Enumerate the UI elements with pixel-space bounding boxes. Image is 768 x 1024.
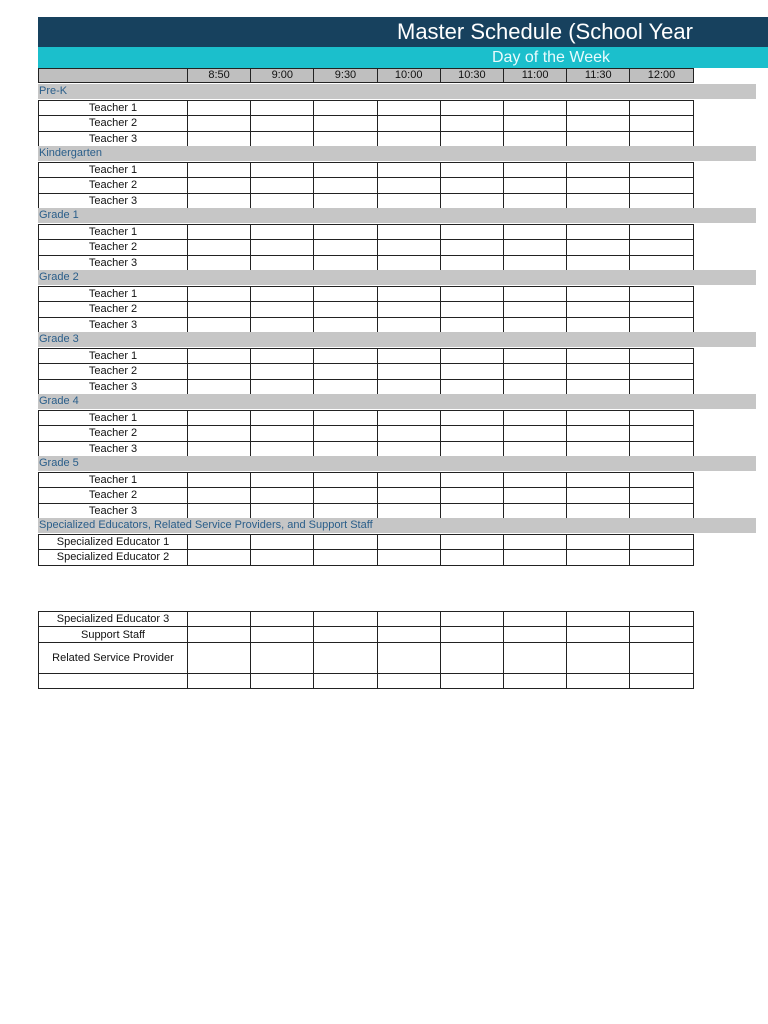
schedule-cell[interactable]	[503, 410, 567, 427]
schedule-cell[interactable]	[313, 317, 377, 334]
row-label-cell[interactable]: Teacher 1	[38, 410, 188, 427]
schedule-cell[interactable]	[566, 626, 630, 643]
schedule-cell[interactable]	[566, 642, 630, 674]
schedule-cell[interactable]	[313, 224, 377, 241]
schedule-cell[interactable]	[629, 131, 693, 148]
schedule-cell[interactable]	[440, 673, 504, 689]
section-label: Grade 5	[39, 457, 79, 469]
schedule-cell[interactable]	[503, 162, 567, 179]
row-label-cell[interactable]: Teacher 1	[38, 286, 188, 303]
schedule-cell[interactable]	[440, 441, 504, 458]
schedule-cell[interactable]	[503, 611, 567, 627]
row-label-cell[interactable]: Teacher 1	[38, 472, 188, 489]
schedule-cell[interactable]	[503, 348, 567, 365]
schedule-cell[interactable]	[377, 410, 441, 427]
time-header-cell: 10:30	[440, 68, 504, 83]
schedule-cell[interactable]	[503, 239, 567, 256]
schedule-cell[interactable]	[250, 472, 314, 489]
schedule-cell[interactable]	[377, 503, 441, 520]
row-label-cell[interactable]: Teacher 3	[38, 255, 188, 272]
schedule-cell[interactable]	[250, 255, 314, 272]
schedule-cell[interactable]	[313, 487, 377, 504]
schedule-cell[interactable]	[566, 611, 630, 627]
schedule-cell[interactable]	[187, 162, 251, 179]
schedule-cell[interactable]	[566, 239, 630, 256]
schedule-cell[interactable]	[313, 379, 377, 396]
schedule-cell[interactable]	[250, 100, 314, 117]
schedule-cell[interactable]	[503, 487, 567, 504]
schedule-cell[interactable]	[250, 239, 314, 256]
schedule-cell[interactable]	[629, 193, 693, 210]
schedule-cell[interactable]	[503, 472, 567, 489]
schedule-cell[interactable]	[503, 255, 567, 272]
section-label: Grade 1	[39, 209, 79, 221]
schedule-cell[interactable]	[250, 363, 314, 380]
schedule-cell[interactable]	[313, 193, 377, 210]
schedule-cell[interactable]	[187, 379, 251, 396]
schedule-cell[interactable]	[440, 286, 504, 303]
schedule-cell[interactable]	[566, 348, 630, 365]
schedule-cell[interactable]	[629, 503, 693, 520]
row-label-cell[interactable]: Teacher 3	[38, 503, 188, 520]
schedule-cell[interactable]	[187, 115, 251, 132]
schedule-cell[interactable]	[313, 131, 377, 148]
row-label-cell[interactable]: Specialized Educator 3	[38, 611, 188, 627]
schedule-cell[interactable]	[187, 472, 251, 489]
schedule-cell[interactable]	[440, 425, 504, 442]
section-header-row	[38, 394, 756, 409]
schedule-cell[interactable]	[566, 162, 630, 179]
schedule-cell[interactable]	[377, 100, 441, 117]
schedule-cell[interactable]	[440, 255, 504, 272]
section-header-row	[38, 208, 756, 223]
schedule-cell[interactable]	[566, 193, 630, 210]
schedule-cell[interactable]	[629, 348, 693, 365]
schedule-cell[interactable]	[503, 224, 567, 241]
schedule-cell[interactable]	[377, 673, 441, 689]
row-label-cell[interactable]: Teacher 1	[38, 100, 188, 117]
schedule-cell[interactable]	[250, 131, 314, 148]
schedule-cell[interactable]	[503, 549, 567, 566]
schedule-cell[interactable]	[629, 224, 693, 241]
schedule-cell[interactable]	[187, 100, 251, 117]
schedule-cell[interactable]	[187, 363, 251, 380]
schedule-cell[interactable]	[440, 503, 504, 520]
schedule-cell[interactable]	[566, 255, 630, 272]
schedule-cell[interactable]	[503, 193, 567, 210]
schedule-cell[interactable]	[503, 286, 567, 303]
day-of-week-label: Day of the Week	[492, 49, 610, 66]
schedule-cell[interactable]	[250, 425, 314, 442]
schedule-cell[interactable]	[566, 410, 630, 427]
schedule-cell[interactable]	[566, 100, 630, 117]
schedule-cell[interactable]	[377, 425, 441, 442]
schedule-cell[interactable]	[377, 626, 441, 643]
schedule-cell[interactable]	[440, 410, 504, 427]
schedule-cell[interactable]	[313, 115, 377, 132]
schedule-cell[interactable]	[503, 301, 567, 318]
schedule-cell[interactable]	[377, 224, 441, 241]
row-label-cell[interactable]: Teacher 2	[38, 301, 188, 318]
schedule-cell[interactable]	[377, 193, 441, 210]
schedule-cell[interactable]	[377, 363, 441, 380]
schedule-cell[interactable]	[313, 177, 377, 194]
schedule-cell[interactable]	[187, 286, 251, 303]
schedule-cell[interactable]	[566, 363, 630, 380]
section-header-row	[38, 518, 756, 533]
time-header-cell: 11:00	[503, 68, 567, 83]
schedule-cell[interactable]	[250, 549, 314, 566]
schedule-cell[interactable]	[250, 611, 314, 627]
schedule-cell[interactable]	[187, 255, 251, 272]
row-label-cell[interactable]: Teacher 3	[38, 193, 188, 210]
schedule-cell[interactable]	[250, 162, 314, 179]
schedule-cell[interactable]	[503, 626, 567, 643]
schedule-cell[interactable]	[503, 534, 567, 551]
schedule-cell[interactable]	[313, 239, 377, 256]
row-label-cell[interactable]: Teacher 3	[38, 441, 188, 458]
section-label: Pre-K	[39, 85, 68, 97]
schedule-cell[interactable]	[187, 534, 251, 551]
time-header-cell: 9:00	[250, 68, 314, 83]
schedule-cell[interactable]	[629, 642, 693, 674]
schedule-cell[interactable]	[250, 410, 314, 427]
schedule-cell[interactable]	[629, 301, 693, 318]
section-label: Grade 4	[39, 395, 79, 407]
schedule-cell[interactable]	[503, 115, 567, 132]
schedule-cell[interactable]	[313, 549, 377, 566]
schedule-cell[interactable]	[503, 673, 567, 689]
section-header-row	[38, 146, 756, 161]
schedule-cell[interactable]	[250, 379, 314, 396]
schedule-cell[interactable]	[250, 642, 314, 674]
schedule-cell[interactable]	[503, 317, 567, 334]
schedule-cell[interactable]	[566, 487, 630, 504]
schedule-cell[interactable]	[440, 363, 504, 380]
schedule-cell[interactable]	[566, 503, 630, 520]
schedule-cell[interactable]	[629, 363, 693, 380]
section-label: Specialized Educators, Related Service Providers, and Support Staff	[39, 519, 373, 531]
schedule-cell[interactable]	[313, 162, 377, 179]
schedule-cell[interactable]	[566, 301, 630, 318]
schedule-cell[interactable]	[566, 131, 630, 148]
schedule-cell[interactable]	[629, 673, 693, 689]
schedule-cell[interactable]	[629, 255, 693, 272]
schedule-cell[interactable]	[503, 177, 567, 194]
schedule-cell[interactable]	[377, 472, 441, 489]
row-label-cell[interactable]: Support Staff	[38, 626, 188, 643]
schedule-cell[interactable]	[187, 487, 251, 504]
schedule-cell[interactable]	[377, 534, 441, 551]
schedule-cell[interactable]	[440, 487, 504, 504]
schedule-cell[interactable]	[187, 317, 251, 334]
row-label-cell[interactable]: Teacher 2	[38, 177, 188, 194]
schedule-cell[interactable]	[250, 534, 314, 551]
schedule-cell[interactable]	[566, 379, 630, 396]
schedule-cell[interactable]	[377, 255, 441, 272]
section-header-row	[38, 332, 756, 347]
schedule-cell[interactable]	[187, 301, 251, 318]
schedule-cell[interactable]	[629, 487, 693, 504]
section-label: Kindergarten	[39, 147, 102, 159]
schedule-cell[interactable]	[629, 549, 693, 566]
schedule-cell[interactable]	[503, 100, 567, 117]
schedule-cell[interactable]	[629, 410, 693, 427]
section-header-row	[38, 270, 756, 285]
schedule-cell[interactable]	[313, 348, 377, 365]
row-label-cell[interactable]: Teacher 3	[38, 317, 188, 334]
schedule-cell[interactable]	[187, 642, 251, 674]
schedule-cell[interactable]	[629, 317, 693, 334]
schedule-cell[interactable]	[629, 379, 693, 396]
schedule-cell[interactable]	[377, 611, 441, 627]
sheet-title: Master Schedule (School Year	[397, 19, 693, 44]
header-blank-cell	[38, 68, 188, 83]
schedule-cell[interactable]	[187, 193, 251, 210]
row-label-cell[interactable]: Teacher 2	[38, 239, 188, 256]
row-label-cell[interactable]: Teacher 2	[38, 425, 188, 442]
schedule-cell[interactable]	[440, 224, 504, 241]
schedule-cell[interactable]	[377, 286, 441, 303]
schedule-cell[interactable]	[440, 193, 504, 210]
schedule-cell[interactable]	[377, 162, 441, 179]
schedule-cell[interactable]	[313, 673, 377, 689]
schedule-cell[interactable]	[250, 177, 314, 194]
schedule-cell[interactable]	[503, 642, 567, 674]
schedule-cell[interactable]	[313, 503, 377, 520]
schedule-cell[interactable]	[187, 425, 251, 442]
schedule-cell[interactable]	[377, 115, 441, 132]
row-label-cell[interactable]: Teacher 1	[38, 224, 188, 241]
schedule-cell[interactable]	[187, 673, 251, 689]
schedule-cell[interactable]	[503, 131, 567, 148]
schedule-cell[interactable]	[250, 193, 314, 210]
schedule-cell[interactable]	[629, 626, 693, 643]
schedule-cell[interactable]	[629, 239, 693, 256]
schedule-cell[interactable]	[440, 100, 504, 117]
row-label-cell[interactable]: Teacher 2	[38, 487, 188, 504]
schedule-cell[interactable]	[187, 503, 251, 520]
schedule-cell[interactable]	[440, 239, 504, 256]
schedule-cell[interactable]	[440, 611, 504, 627]
schedule-cell[interactable]	[313, 255, 377, 272]
schedule-cell[interactable]	[566, 115, 630, 132]
schedule-cell[interactable]	[313, 441, 377, 458]
schedule-cell[interactable]	[440, 301, 504, 318]
schedule-cell[interactable]	[313, 301, 377, 318]
schedule-cell[interactable]	[629, 286, 693, 303]
schedule-cell[interactable]	[440, 534, 504, 551]
schedule-cell[interactable]	[313, 472, 377, 489]
schedule-cell[interactable]	[377, 131, 441, 148]
schedule-cell[interactable]	[377, 549, 441, 566]
schedule-cell[interactable]	[629, 611, 693, 627]
time-header-cell: 11:30	[566, 68, 630, 83]
schedule-cell[interactable]	[629, 534, 693, 551]
schedule-cell[interactable]	[440, 317, 504, 334]
schedule-cell[interactable]	[377, 642, 441, 674]
schedule-cell[interactable]	[440, 472, 504, 489]
schedule-cell[interactable]	[377, 177, 441, 194]
schedule-cell[interactable]	[440, 348, 504, 365]
schedule-cell[interactable]	[313, 286, 377, 303]
schedule-cell[interactable]	[440, 131, 504, 148]
row-label-cell[interactable]: Specialized Educator 1	[38, 534, 188, 551]
schedule-cell[interactable]	[566, 534, 630, 551]
schedule-cell[interactable]	[187, 626, 251, 643]
schedule-cell[interactable]	[187, 611, 251, 627]
schedule-cell[interactable]	[187, 239, 251, 256]
schedule-cell[interactable]	[250, 224, 314, 241]
schedule-cell[interactable]	[250, 286, 314, 303]
row-label-cell[interactable]	[38, 673, 188, 689]
row-label-cell[interactable]: Specialized Educator 2	[38, 549, 188, 566]
row-label-cell[interactable]: Teacher 1	[38, 348, 188, 365]
schedule-cell[interactable]	[187, 410, 251, 427]
schedule-cell[interactable]	[566, 317, 630, 334]
schedule-cell[interactable]	[377, 487, 441, 504]
schedule-cell[interactable]	[187, 177, 251, 194]
schedule-cell[interactable]	[313, 534, 377, 551]
section-label: Grade 3	[39, 333, 79, 345]
schedule-cell[interactable]	[566, 286, 630, 303]
schedule-cell[interactable]	[629, 441, 693, 458]
schedule-cell[interactable]	[629, 100, 693, 117]
schedule-cell[interactable]	[250, 626, 314, 643]
schedule-cell[interactable]	[629, 472, 693, 489]
schedule-cell[interactable]	[187, 441, 251, 458]
schedule-cell[interactable]	[440, 379, 504, 396]
schedule-cell[interactable]	[440, 177, 504, 194]
schedule-cell[interactable]	[250, 317, 314, 334]
row-label-cell[interactable]: Teacher 1	[38, 162, 188, 179]
time-header-cell: 10:00	[377, 68, 441, 83]
row-label-cell[interactable]: Teacher 3	[38, 379, 188, 396]
section-header-row	[38, 456, 756, 471]
schedule-cell[interactable]	[629, 425, 693, 442]
schedule-cell[interactable]	[440, 162, 504, 179]
schedule-cell[interactable]	[377, 317, 441, 334]
schedule-cell[interactable]	[313, 410, 377, 427]
schedule-cell[interactable]	[313, 642, 377, 674]
schedule-cell[interactable]	[377, 441, 441, 458]
schedule-cell[interactable]	[566, 425, 630, 442]
schedule-cell[interactable]	[313, 100, 377, 117]
schedule-cell[interactable]	[377, 239, 441, 256]
row-label-cell[interactable]: Teacher 2	[38, 115, 188, 132]
schedule-cell[interactable]	[187, 549, 251, 566]
schedule-cell[interactable]	[313, 611, 377, 627]
time-header-cell: 8:50	[187, 68, 251, 83]
schedule-cell[interactable]	[440, 642, 504, 674]
time-header-cell: 9:30	[313, 68, 377, 83]
schedule-cell[interactable]	[503, 379, 567, 396]
day-of-week-bar	[38, 47, 768, 68]
schedule-cell[interactable]	[187, 348, 251, 365]
schedule-cell[interactable]	[566, 177, 630, 194]
schedule-cell[interactable]	[250, 348, 314, 365]
schedule-cell[interactable]	[313, 626, 377, 643]
schedule-cell[interactable]	[503, 363, 567, 380]
row-label-cell[interactable]: Teacher 3	[38, 131, 188, 148]
schedule-cell[interactable]	[566, 673, 630, 689]
schedule-cell[interactable]	[313, 363, 377, 380]
schedule-cell[interactable]	[313, 425, 377, 442]
schedule-cell[interactable]	[566, 224, 630, 241]
schedule-cell[interactable]	[566, 441, 630, 458]
schedule-cell[interactable]	[503, 425, 567, 442]
schedule-cell[interactable]	[250, 487, 314, 504]
schedule-cell[interactable]	[629, 177, 693, 194]
schedule-cell[interactable]	[250, 441, 314, 458]
schedule-cell[interactable]	[377, 301, 441, 318]
schedule-cell[interactable]	[250, 503, 314, 520]
row-label-cell[interactable]: Teacher 2	[38, 363, 188, 380]
schedule-cell[interactable]	[566, 549, 630, 566]
schedule-cell[interactable]	[377, 348, 441, 365]
schedule-cell[interactable]	[250, 115, 314, 132]
schedule-cell[interactable]	[440, 626, 504, 643]
time-header-cell: 12:00	[629, 68, 693, 83]
title-bar	[38, 17, 768, 47]
schedule-cell[interactable]	[629, 162, 693, 179]
schedule-cell[interactable]	[566, 472, 630, 489]
schedule-cell[interactable]	[629, 115, 693, 132]
row-label-cell[interactable]: Related Service Provider	[38, 642, 188, 674]
schedule-cell[interactable]	[503, 441, 567, 458]
schedule-cell[interactable]	[377, 379, 441, 396]
schedule-cell[interactable]	[187, 224, 251, 241]
schedule-cell[interactable]	[440, 115, 504, 132]
schedule-cell[interactable]	[187, 131, 251, 148]
schedule-cell[interactable]	[503, 503, 567, 520]
schedule-cell[interactable]	[250, 301, 314, 318]
schedule-cell[interactable]	[250, 673, 314, 689]
schedule-cell[interactable]	[440, 549, 504, 566]
section-label: Grade 2	[39, 271, 79, 283]
section-header-row	[38, 84, 756, 99]
